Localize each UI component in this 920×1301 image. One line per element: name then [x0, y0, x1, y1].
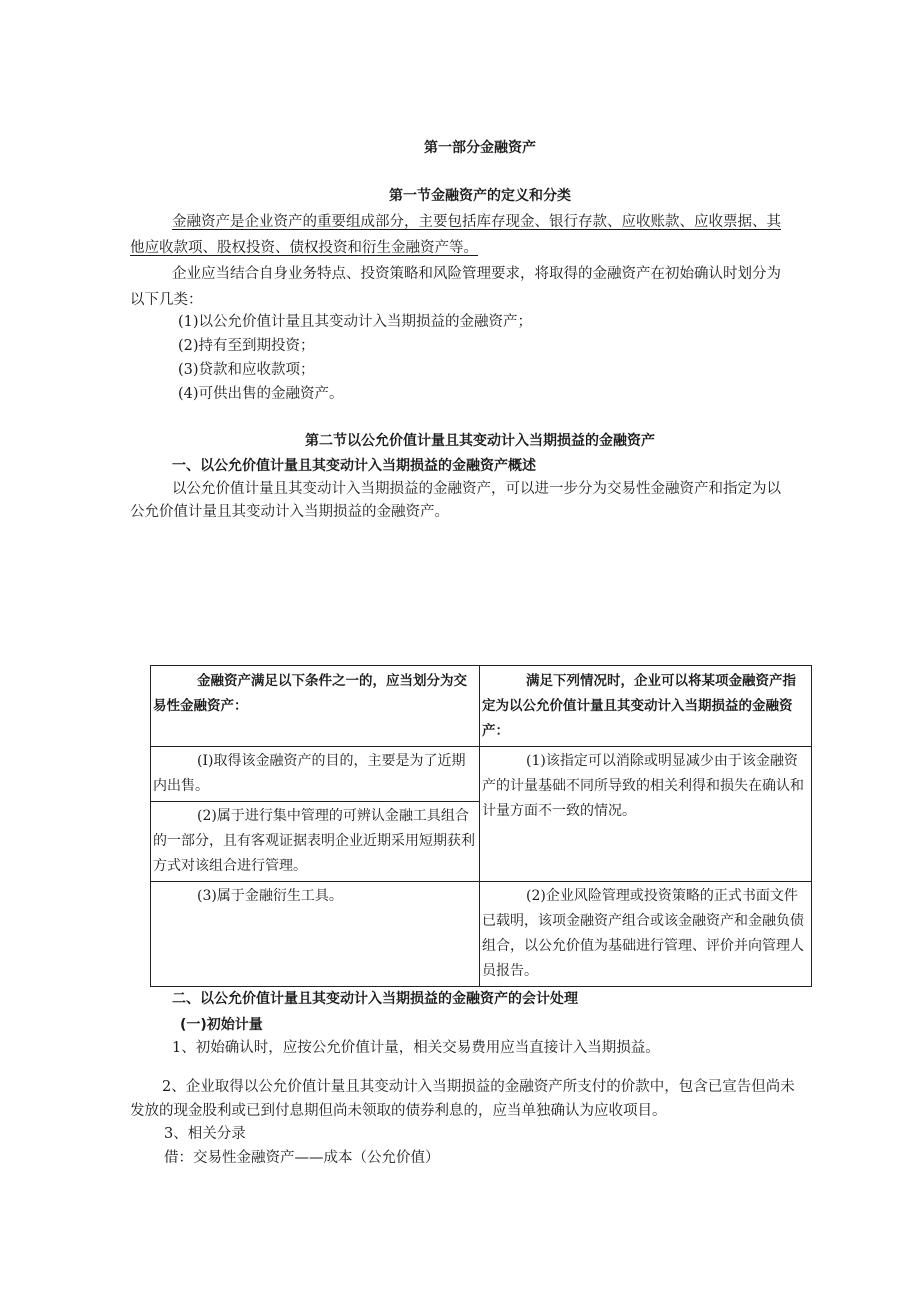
section2-para-line2: 公允价值计量且其变动计入当期损益的金融资产。	[130, 504, 449, 520]
section3-para4: 借：交易性金融资产——成本（公允价值）	[164, 1150, 440, 1166]
section1-para1-line1: 金融资产是企业资产的重要组成部分，主要包括库存现金、银行存款、应收账款、应收票据、其	[172, 214, 781, 230]
section3-para1: 1、初始确认时，应按公允价值计量，相关交易费用应当直接计入当期损益。	[172, 1040, 660, 1056]
part-title: 第一部分金融资产	[424, 140, 536, 156]
section1-title: 第一节金融资产的定义和分类	[389, 188, 571, 204]
section3-title: 二、以公允价值计量且其变动计入当期损益的金融资产的会计处理	[172, 991, 578, 1007]
table-row	[151, 882, 812, 987]
section3-para2-line1: 2、企业取得以公允价值计量且其变动计入当期损益的金融资产所支付的价款中，包含已宣告但尚未	[162, 1079, 795, 1095]
section3-subheading: (一)初始计量	[180, 1017, 263, 1033]
section3-para2-line2: 发放的现金股利或已到付息期但尚未领取的债券利息的，应当单独确认为应收项目。	[130, 1103, 667, 1119]
table-cell-left: (3)属于金融衍生工具。	[151, 882, 480, 987]
table-header-left: 金融资产满足以下条件之一的，应当划分为交易性金融资产：	[151, 666, 480, 747]
list-item: (1)以公允价值计量且其变动计入当期损益的金融资产；	[178, 314, 533, 330]
list-item: (3)贷款和应收款项；	[178, 362, 315, 378]
section1-para2-line2: 以下几类：	[130, 292, 203, 308]
table-cell-left: (I)取得该金融资产的目的，主要是为了近期内出售。	[151, 747, 480, 802]
table-row	[151, 747, 812, 802]
table-header-row	[151, 666, 812, 747]
list-item: (2)持有至到期投资；	[178, 338, 315, 354]
section2-title: 第二节以公允价值计量且其变动计入当期损益的金融资产	[305, 433, 655, 449]
table-cell-right: (2)企业风险管理或投资策略的正式书面文件已载明，该项金融资产组合或该金融资产和金融负债组合，以公允价值为基础进行管理、评价并向管理人员报告。	[480, 882, 812, 987]
section1-para2-line1: 企业应当结合自身业务特点、投资策略和风险管理要求，将取得的金融资产在初始确认时划分为	[172, 266, 781, 282]
section1-para1-line2: 他应收款项、股权投资、债权投资和衍生金融资产等。	[130, 240, 478, 256]
list-item: (4)可供出售的金融资产。	[178, 386, 344, 402]
table-header-right: 满足下列情况时，企业可以将某项金融资产指定为以公允价值计量且其变动计入当期损益的金融资产：	[480, 666, 812, 747]
table-cell-right: (1)该指定可以消除或明显减少由于该金融资产的计量基础不同所导致的相关利得和损失在确认和计量方面不一致的情况。	[480, 747, 812, 882]
section2-subheading: 一、以公允价值计量且其变动计入当期损益的金融资产概述	[172, 458, 536, 474]
comparison-table	[150, 665, 812, 987]
table-cell-left: (2)属于进行集中管理的可辨认金融工具组合的一部分，且有客观证据表明企业近期采用短期获利方式对该组合进行管理。	[151, 802, 480, 882]
section3-para3: 3、相关分录	[164, 1126, 246, 1142]
section2-para-line1: 以公允价值计量且其变动计入当期损益的金融资产，可以进一步分为交易性金融资产和指定为以	[172, 481, 781, 497]
